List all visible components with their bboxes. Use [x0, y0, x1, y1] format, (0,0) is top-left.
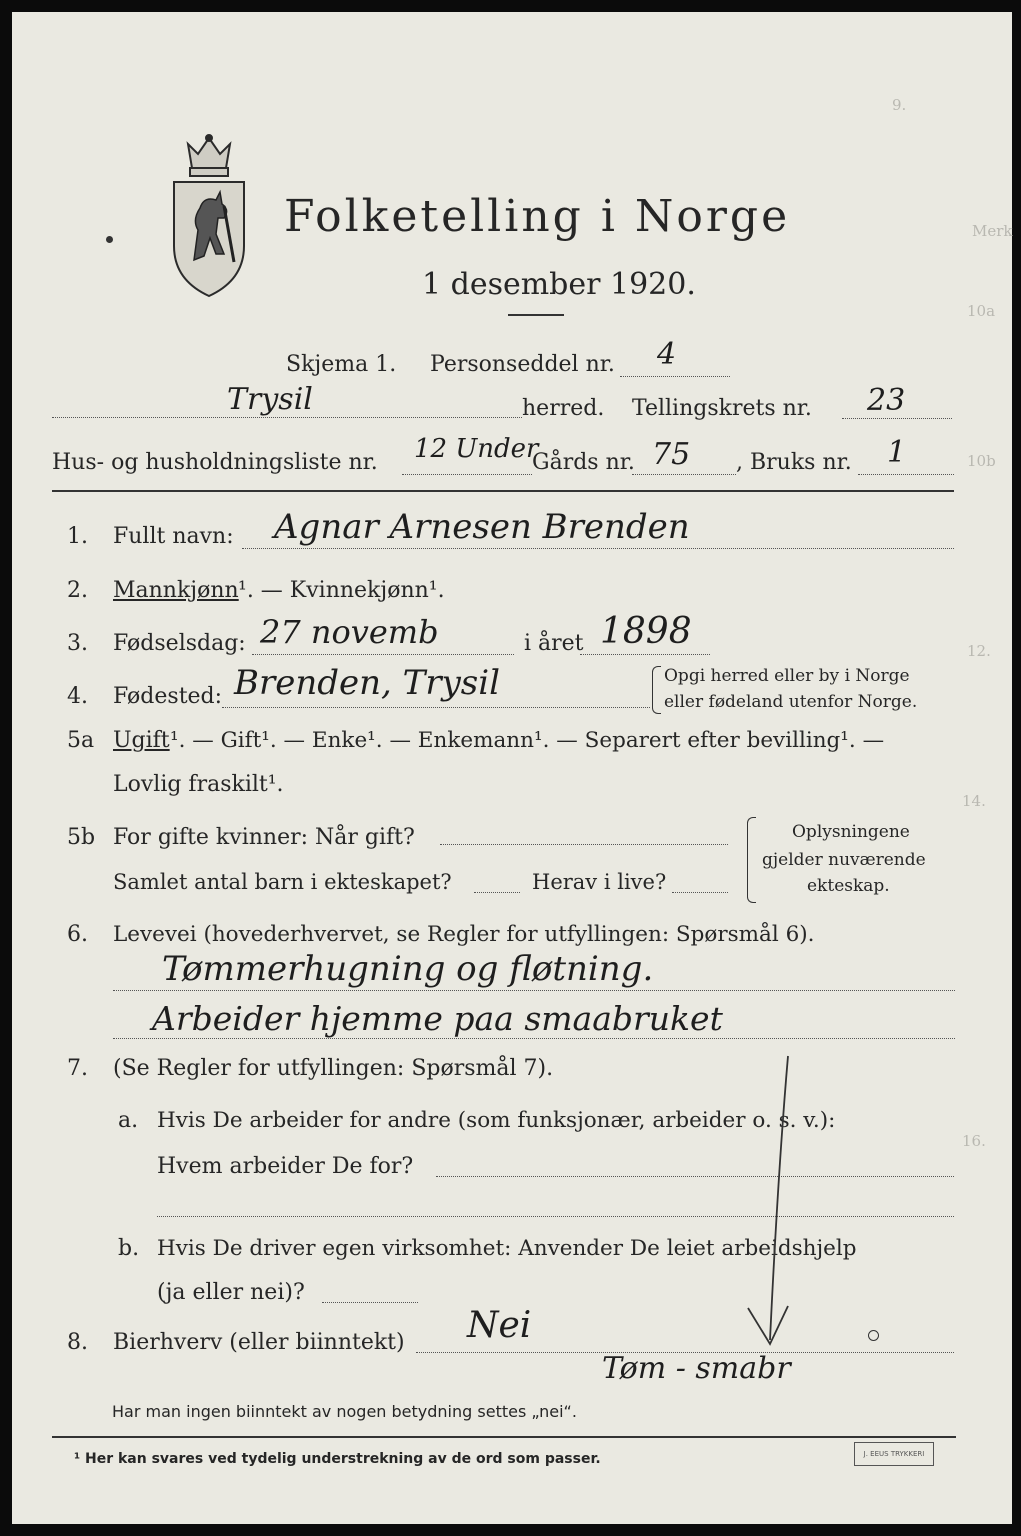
footer-divider: [52, 1436, 956, 1438]
bleed-through-text: 14.: [962, 792, 986, 810]
bleed-through-text: 10a: [967, 302, 996, 320]
q5a-rest: ¹. — Gift¹. — Enke¹. — Enkemann¹. — Separert efter bevilling¹. —: [170, 728, 885, 753]
herred-line: [52, 417, 522, 418]
q3-year-value: 1898: [600, 611, 692, 652]
q5b-number: 5b: [67, 825, 96, 850]
q4-note-1: Opgi herred eller by i Norge: [664, 666, 910, 686]
bruks-value: 1: [887, 435, 907, 470]
bleed-through-text: 16.: [962, 1132, 986, 1150]
q7a-line-2: [157, 1216, 954, 1217]
q1-line: [242, 548, 954, 549]
personseddel-label: Personseddel nr.: [430, 352, 615, 377]
q7b-label-2: (ja eller nei)?: [157, 1280, 305, 1305]
q5b-label-3: Herav i live?: [532, 870, 667, 894]
q7-label: (Se Regler for utfyllingen: Spørsmål 7).: [113, 1056, 554, 1081]
bleed-through-text: 10b: [967, 452, 996, 470]
q7a-line: [436, 1176, 954, 1177]
q1-value: Agnar Arnesen Brenden: [274, 507, 690, 547]
handwritten-arrow-icon: [736, 1052, 796, 1352]
q7b-label-1: Hvis De driver egen virksomhet: Anvender De leiet arbeidshjelp: [157, 1236, 857, 1261]
gards-value: 75: [652, 437, 691, 472]
q1-label: Fullt navn:: [113, 524, 234, 549]
q3-number: 3.: [67, 631, 88, 656]
q5b-note-1: Oplysningene: [792, 822, 910, 842]
q6-value-2: Arbeider hjemme paa smaabruket: [152, 999, 723, 1038]
q3-year-line: [580, 654, 710, 655]
personseddel-line: [620, 376, 730, 377]
q7b-number: b.: [118, 1236, 140, 1261]
q4-note-2: eller fødeland utenfor Norge.: [664, 692, 918, 712]
q5a-ugift-option: Ugift: [113, 728, 170, 753]
title-rule: [508, 314, 564, 316]
q7a-label-2: Hvem arbeider De for?: [157, 1154, 414, 1179]
q8-label: Bierhverv (eller biinntekt): [113, 1330, 405, 1355]
q5b-line-3: [672, 892, 728, 893]
bleed-through-text: 9.: [892, 96, 907, 114]
q7-number: 7.: [67, 1056, 88, 1081]
bleed-through-text: 12.: [967, 642, 991, 660]
hus-line: [402, 474, 532, 475]
q5b-line-1: [440, 844, 728, 845]
form-title: Folketelling i Norge: [284, 191, 791, 242]
q8-note-value: Tøm - smabr: [602, 1351, 791, 1386]
tellingskrets-label: Tellingskrets nr.: [632, 396, 812, 421]
q6-number: 6.: [67, 922, 88, 947]
q2-number: 2.: [67, 578, 88, 603]
section-divider: [52, 490, 954, 492]
q3-value: 27 novemb: [260, 613, 439, 651]
ink-dot: [106, 236, 113, 243]
q4-brace: [652, 666, 661, 714]
footnote: ¹ Her kan svares ved tydelig understrekning av de ord som passer.: [74, 1451, 601, 1467]
coat-of-arms-icon: [170, 134, 248, 302]
census-form-page: [12, 12, 1012, 1524]
q6-line-1: [113, 990, 955, 991]
bleed-through-text: Merk: [972, 222, 1013, 240]
skjema-label: Skjema 1.: [286, 352, 397, 377]
q6-line-2: [113, 1038, 955, 1039]
bruks-line: [858, 474, 954, 475]
q8-hint: Har man ingen biinntekt av nogen betydning settes „nei“.: [112, 1402, 577, 1421]
tellingskrets-line: [842, 418, 952, 419]
q8-value: Nei: [467, 1305, 532, 1346]
q5b-brace: [747, 817, 756, 903]
personseddel-value: 4: [657, 337, 677, 372]
census-date: 1 desember 1920.: [422, 267, 696, 302]
hus-label: Hus- og husholdningsliste nr.: [52, 450, 378, 475]
q4-line: [222, 707, 650, 708]
herred-label: herred.: [522, 396, 605, 421]
ink-circle: [868, 1330, 879, 1341]
q4-label: Fødested:: [113, 684, 223, 709]
q7a-label-1: Hvis De arbeider for andre (som funksjonær, arbeider o. s. v.):: [157, 1108, 836, 1133]
herred-value: Trysil: [227, 382, 313, 417]
q2-male-option: Mannkjønn: [113, 578, 239, 603]
q5b-note-2: gjelder nuværende: [762, 850, 926, 870]
q7a-number: a.: [118, 1108, 139, 1133]
q3-year-label: i året: [524, 631, 584, 656]
printer-stamp: J. EEUS TRYKKERI: [854, 1442, 934, 1466]
gards-label: Gårds nr.: [532, 450, 635, 475]
q5b-label-2: Samlet antal barn i ekteskapet?: [113, 870, 452, 894]
q6-value-1: Tømmerhugning og fløtning.: [162, 949, 654, 989]
q7b-line: [322, 1302, 418, 1303]
q5b-label-1: For gifte kvinner: Når gift?: [113, 825, 415, 850]
q4-value: Brenden, Trysil: [234, 663, 500, 703]
bruks-label: , Bruks nr.: [736, 450, 852, 475]
q5b-note-3: ekteskap.: [807, 876, 890, 896]
q3-label: Fødselsdag:: [113, 631, 246, 656]
gards-line: [632, 474, 736, 475]
q1-number: 1.: [67, 524, 88, 549]
tellingskrets-value: 23: [867, 383, 906, 418]
hus-value: 12 Under: [414, 434, 539, 464]
q3-line: [252, 654, 514, 655]
q6-label: Levevei (hovederhvervet, se Regler for utfyllingen: Spørsmål 6).: [113, 922, 815, 947]
q2-rest: ¹. — Kvinnekjønn¹.: [238, 578, 445, 603]
q5a-line-2: Lovlig fraskilt¹.: [113, 772, 284, 797]
q4-number: 4.: [67, 684, 88, 709]
q5b-line-2: [474, 892, 520, 893]
q5a-number: 5a: [67, 728, 95, 753]
q8-number: 8.: [67, 1330, 88, 1355]
